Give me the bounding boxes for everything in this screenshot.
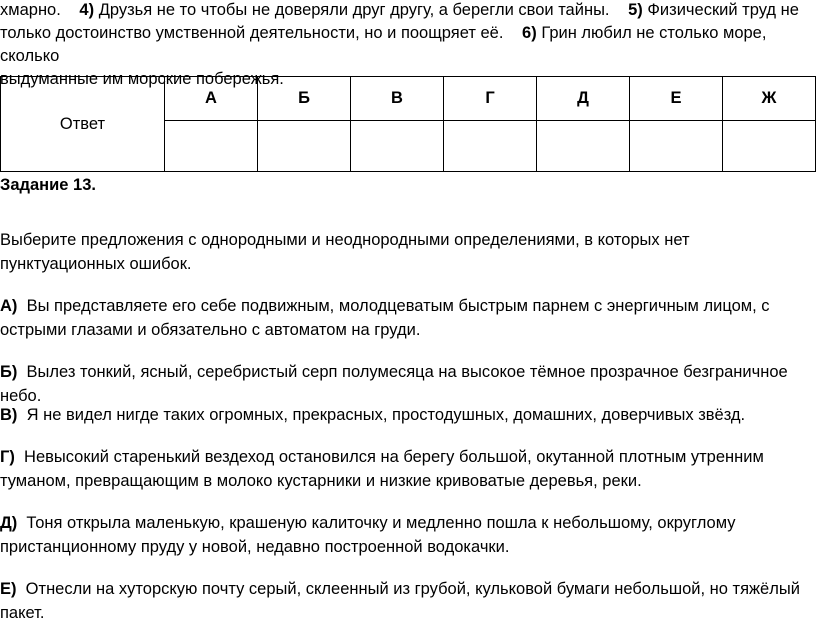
option-letter: В) bbox=[0, 406, 18, 424]
answer-cell-a[interactable] bbox=[165, 121, 258, 172]
answer-cell-d[interactable] bbox=[537, 121, 630, 172]
option-b bbox=[0, 360, 816, 408]
answer-column-header: Е bbox=[630, 77, 723, 121]
sentence-4-text: Друзья не то чтобы не доверяли друг другу, а берегли свои тайны. bbox=[98, 1, 610, 19]
sentence-6-text-b: выдуманные им морские побережья. bbox=[0, 70, 284, 88]
sentence-5-text-b: только достоинство умственной деятельности, но и поощряет её. bbox=[0, 24, 504, 42]
option-letter: Г) bbox=[0, 448, 15, 466]
answer-cell-zh[interactable] bbox=[723, 121, 816, 172]
option-a bbox=[0, 294, 816, 342]
sentence-6-text-a: Грин любил не столько море, сколько bbox=[0, 24, 767, 65]
task-instruction: Выберите предложения с однородными и неоднородными определениями, в которых нет пунктуационных ошибок. bbox=[0, 231, 690, 273]
answer-column-header: Г bbox=[444, 77, 537, 121]
answer-column-header: А bbox=[165, 77, 258, 121]
answer-table bbox=[0, 76, 816, 172]
answer-column-header: Д bbox=[537, 77, 630, 121]
option-letter: Б) bbox=[0, 363, 18, 381]
answer-cell-v[interactable] bbox=[351, 121, 444, 172]
option-letter: Е) bbox=[0, 580, 17, 598]
answer-column-header: Ж bbox=[723, 77, 816, 121]
answer-label: Ответ bbox=[1, 77, 165, 172]
option-letter: А) bbox=[0, 297, 18, 315]
option-text: Отнесли на хуторскую почту серый, склеенный из грубой, кульковой бумаги небольшой, но тяжёлый пакет. bbox=[0, 580, 800, 622]
answer-column-header: Б bbox=[258, 77, 351, 121]
option-v bbox=[0, 403, 816, 427]
sentence-5-text-a: Физический труд не bbox=[647, 1, 799, 19]
option-letter: Д) bbox=[0, 514, 18, 532]
option-text: Тоня открыла маленькую, крашеную калиточку и медленно пошла к небольшому, округлому пристанционному пруду у новой, недавно построенной водокачки. bbox=[0, 514, 736, 556]
option-text: Вы представляете его себе подвижным, молодцеватым быстрым парнем с энергичным лицом, с острыми глазами и обязательно с автоматом на груди. bbox=[0, 297, 770, 339]
option-e bbox=[0, 577, 816, 625]
sentence-6-number: 6) bbox=[522, 24, 537, 42]
task-title: Задание 13. bbox=[0, 176, 96, 194]
answer-cell-b[interactable] bbox=[258, 121, 351, 172]
answer-cell-e[interactable] bbox=[630, 121, 723, 172]
intro-fragment: хмарно. bbox=[0, 1, 61, 19]
option-d bbox=[0, 511, 816, 559]
option-text: Я не видел нигде таких огромных, прекрасных, простодушных, домашних, доверчивых звёзд. bbox=[26, 406, 746, 424]
option-text: Вылез тонкий, ясный, серебристый серп полумесяца на высокое тёмное прозрачное безграничное небо. bbox=[0, 363, 788, 405]
answer-cell-g[interactable] bbox=[444, 121, 537, 172]
answer-column-header: В bbox=[351, 77, 444, 121]
sentence-4-number: 4) bbox=[79, 1, 95, 19]
option-text: Невысокий старенький вездеход остановился на берегу большой, окутанной плотным утренним туманом, превращающим в молоко кустарники и низкие кривоватые деревья, реки. bbox=[0, 448, 764, 490]
sentence-5-number: 5) bbox=[628, 1, 643, 19]
option-g bbox=[0, 445, 816, 493]
